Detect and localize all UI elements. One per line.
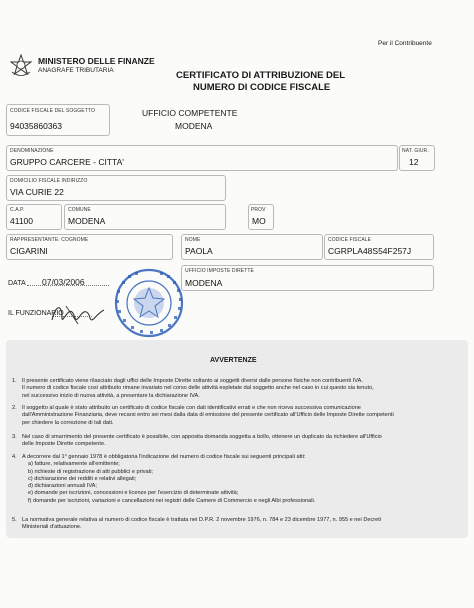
cf-rappresentante-value: CGRPLA48S54F257J — [328, 246, 412, 256]
note-3-line-2: delle Imposte Dirette competente. — [22, 441, 106, 448]
note-3-line-1: Nel caso di smarrimento del presente certificato è possibile, con apposita domanda soggetta a bollo, ottenere un duplicato da richiedere all'Ufficio — [22, 434, 382, 440]
note-2-line-3: per chiedere la correzione di tali dati. — [22, 419, 114, 426]
rappresentante-label: RAPPRESENTANTE: COGNOME — [10, 237, 89, 243]
official-stamp-icon — [110, 267, 188, 339]
cf-rappresentante-label: CODICE FISCALE — [328, 237, 372, 243]
note-5-line-2: Ministeriali d'attuazione. — [22, 524, 82, 531]
note-4-number: 4. — [12, 454, 17, 460]
denominazione-value: GRUPPO CARCERE - CITTA' — [10, 157, 124, 167]
note-4-list — [28, 461, 466, 505]
prov-value: MO — [252, 216, 266, 226]
comune-label: COMUNE — [68, 207, 91, 213]
denominazione-label: DENOMINAZIONE — [10, 148, 54, 154]
ufficio-competente-label: UFFICIO COMPETENTE — [142, 108, 238, 118]
list-item: c) dichiarazione dei redditi e relativi allegati; — [28, 475, 137, 482]
note-5-line-1: La normativa generale relativa al numero di codice fiscale è trattata nei D.P.R. 2 novembre 1976, n. 784 e 23 dicembre 1977, n. 955 e nei Decreti — [22, 517, 382, 523]
data-label: DATA — [8, 280, 26, 287]
note-2-line-2: dall'Amministrazione Finanziaria, deve recarsi entro sei mesi dalla data di emissione del presente certificato all'Ufficio delle Imposte Dirette competenti — [22, 412, 394, 419]
note-3-number: 3. — [12, 434, 17, 440]
copy-label: Per il Contribuente — [378, 40, 432, 47]
note-2 — [22, 405, 466, 427]
note-2-line-1: Il soggetto al quale è stato attribuito un certificato di codice fiscale con dati identificativi errati e che non riceva successiva comunicazione — [22, 405, 361, 411]
note-3 — [22, 434, 466, 449]
note-1-number: 1. — [12, 378, 17, 384]
codice-fiscale-label: CODICE FISCALE DEL SOGGETTO — [10, 108, 95, 114]
data-value: 07/03/2006 — [42, 277, 85, 287]
note-5-number: 5. — [12, 517, 17, 523]
funzionario-label: IL FUNZIONARIO — [8, 310, 64, 317]
document-title-line2: NUMERO DI CODICE FISCALE — [193, 82, 331, 93]
note-1-line-1: Il presente certificato viene rilasciato dagli uffici delle Imposte Dirette soltanto ai soggetti diversi dalle persone fisiche non contribuenti IVA. — [22, 378, 363, 384]
note-1 — [22, 378, 466, 400]
note-4 — [22, 454, 466, 505]
list-item: b) richieste di registrazione di atti pubblici e privati; — [28, 468, 153, 475]
signature-icon — [48, 298, 108, 328]
republic-emblem-icon — [10, 54, 32, 78]
note-4-line-1: A decorrere dal 1° gennaio 1978 è obbligatoria l'indicazione del numero di codice fiscale sui seguenti principali atti: — [22, 454, 306, 460]
nome-label: NOME — [185, 237, 201, 243]
ufficio-imposte-value: MODENA — [185, 278, 223, 288]
avvertenze-title: AVVERTENZE — [210, 357, 257, 364]
list-item: f) domande per iscrizioni, variazioni e cancellazioni nei registri delle Camere di Commercio e negli Albi professionali. — [28, 497, 316, 504]
nat-giur-value: 12 — [409, 157, 419, 167]
cap-label: C.A.P. — [10, 207, 25, 213]
codice-fiscale-value: 94035860363 — [10, 121, 63, 131]
ufficio-competente-value: MODENA — [175, 121, 213, 131]
ministry-name: MINISTERO DELLE FINANZE — [38, 56, 155, 66]
rappresentante-value: CIGARINI — [10, 246, 48, 256]
cap-value: 41100 — [10, 216, 34, 226]
document-title-line1: CERTIFICATO DI ATTRIBUZIONE DEL — [176, 70, 346, 81]
note-5 — [22, 517, 466, 532]
comune-value: MODENA — [68, 216, 106, 226]
nome-value: PAOLA — [185, 246, 213, 256]
note-1-line-3: nel successivo inizio di nuova attività, a presentare la dichiarazione IVA. — [22, 392, 200, 399]
prov-label: PROV — [251, 207, 266, 213]
list-item: a) fatture, relativamente all'emittente; — [28, 461, 120, 468]
agency-name: ANAGRAFE TRIBUTARIA — [38, 67, 114, 74]
domicilio-value: VIA CURIE 22 — [10, 187, 64, 197]
domicilio-label: DOMICILIO FISCALE INDIRIZZO — [10, 178, 88, 184]
ufficio-imposte-label: UFFICIO IMPOSTE DIRETTE — [185, 268, 254, 274]
nat-giur-label: NAT. GIUR. — [402, 148, 429, 154]
note-1-line-2: Il numero di codice fiscale così attribuito rimane invariato nel corso delle attività espletate dal soggetto anche nel caso in cui questo sia tenuto, — [22, 385, 374, 392]
list-item: e) domande per iscrizioni, concessioni e licenze per l'esercizio di determinate attività; — [28, 490, 239, 497]
list-item: d) dichiarazioni annuali IVA; — [28, 483, 97, 490]
note-2-number: 2. — [12, 405, 17, 411]
